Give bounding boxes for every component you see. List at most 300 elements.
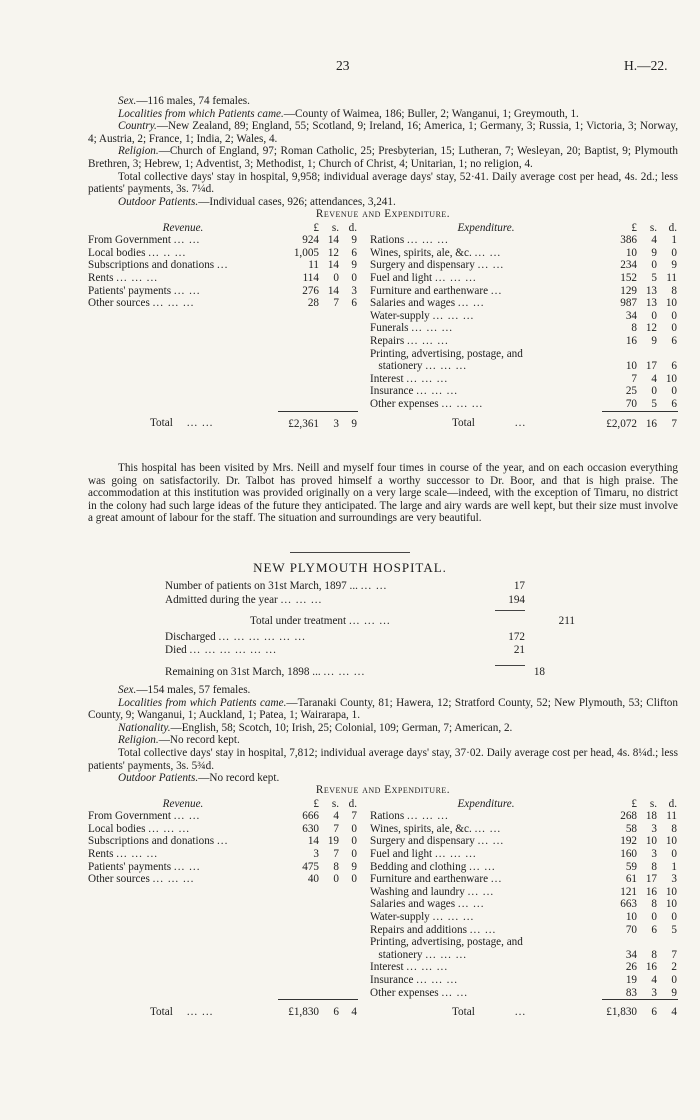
revenue-shillings: 12 — [327, 246, 339, 259]
expenditure-item-name: Fuel and light — [370, 847, 433, 860]
expenditure-shillings: 8 — [651, 860, 657, 873]
expenditure-pounds — [602, 348, 638, 361]
revenue-shillings: 0 — [333, 271, 339, 284]
revenue-total-pounds: £1,830 — [278, 1000, 320, 1019]
spacer — [358, 924, 370, 937]
expenditure-item-name: Insurance — [370, 973, 414, 986]
revenue-pence: 0 — [351, 847, 357, 860]
empty-cell — [340, 886, 358, 899]
detail-label: Religion. — [118, 145, 159, 158]
empty-cell — [88, 936, 278, 949]
section2-patient-stats — [165, 580, 585, 679]
stat-row-died — [165, 644, 585, 658]
expenditure-item-label — [370, 886, 602, 899]
detail-text: —New Zealand, 89; England, 55; Scotland, 9; Ireland, 16; America, 1; Germany, 3; Russia, 1; Victoria, 3; Norway, 4; Austria, 2; France, 1; India, 2; Wales, 4. — [88, 120, 678, 145]
expenditure-pence: 8 — [671, 284, 677, 297]
expenditure-pence: 9 — [671, 986, 677, 999]
revenue-pounds: 475 — [302, 860, 319, 873]
expenditure-shillings: 5 — [651, 271, 657, 284]
expenditure-pounds: 7 — [631, 372, 637, 385]
stat-rule — [495, 610, 525, 611]
empty-cell — [278, 924, 320, 937]
spacer — [358, 898, 370, 911]
table-row — [88, 259, 678, 272]
revenue-total-shillings: 6 — [320, 1000, 340, 1019]
expenditure-pounds: 26 — [625, 961, 637, 974]
leader-dots: ... ... ... — [434, 271, 477, 284]
expenditure-shillings: 4 — [651, 372, 657, 385]
expenditure-pounds — [602, 936, 638, 949]
expenditure-item-name: Wines, spirits, ale, &c. — [370, 822, 472, 835]
total-label: Total — [150, 417, 173, 429]
expenditure-pence: 9 — [671, 259, 677, 272]
stat-value: 211 — [558, 615, 575, 627]
expenditure-pounds: 16 — [625, 334, 637, 347]
leader-dots: ... ... ... — [116, 271, 159, 284]
leader-dots: ... ... ... — [425, 360, 468, 373]
expenditure-pence: 3 — [671, 873, 677, 886]
expenditure-pence: 10 — [665, 885, 677, 898]
table-row — [88, 936, 678, 949]
leader-dots: ... ... ... — [432, 910, 475, 923]
stat-row-admitted — [165, 594, 585, 608]
table-row — [88, 297, 678, 310]
expenditure-item-label — [370, 861, 602, 874]
revenue-shillings: 19 — [327, 835, 339, 848]
empty-cell — [320, 898, 340, 911]
revenue-total-label — [88, 1000, 278, 1019]
spacer — [358, 848, 370, 861]
empty-cell — [278, 398, 320, 411]
leader-dots: ... ... — [186, 417, 214, 429]
stat-row-discharged — [165, 631, 585, 645]
expenditure-shillings — [638, 348, 658, 361]
revenue-item-label — [88, 810, 278, 823]
leader-dots: ... ... ... — [441, 397, 484, 410]
empty-cell — [278, 373, 320, 386]
empty-cell — [340, 348, 358, 361]
expenditure-shillings — [638, 936, 658, 949]
expenditure-total-shillings: 6 — [638, 1000, 658, 1019]
empty-cell — [340, 898, 358, 911]
stat-value: 17 — [513, 580, 525, 592]
revenue-shillings: 14 — [327, 234, 339, 247]
empty-cell — [320, 987, 340, 1000]
spacer — [358, 861, 370, 874]
expenditure-total-label — [370, 1000, 602, 1019]
expenditure-item-name: Other expenses — [370, 397, 439, 410]
expenditure-item-label — [370, 373, 602, 386]
expenditure-shillings: 17 — [645, 873, 657, 886]
revenue-shillings: 7 — [333, 847, 339, 860]
empty-cell — [88, 310, 278, 323]
detail-label: Sex. — [118, 95, 137, 107]
table-row — [88, 861, 678, 874]
expenditure-shillings: 13 — [645, 284, 657, 297]
detail-line — [88, 697, 678, 722]
expenditure-item-name: Printing, advertising, postage, and — [370, 347, 523, 360]
revenue-item-label — [88, 873, 278, 886]
expenditure-shillings: 5 — [651, 397, 657, 410]
revenue-item-label — [88, 272, 278, 285]
spacer — [358, 936, 370, 949]
leader-dots: ... ... ... — [406, 961, 449, 974]
section1-table-title: Revenue and Expenditure. — [315, 208, 451, 220]
expenditure-pounds: 10 — [625, 246, 637, 259]
expenditure-item-name: Salaries and wages — [370, 297, 456, 310]
spacer — [358, 411, 370, 430]
detail-line — [88, 171, 678, 196]
expenditure-item-label — [370, 272, 602, 285]
revenue-pence: 0 — [351, 873, 357, 886]
expenditure-pounds: 58 — [625, 822, 637, 835]
expenditure-pounds: 268 — [620, 810, 637, 823]
empty-cell — [88, 398, 278, 411]
detail-text: —Individual cases, 926; attendances, 3,241. — [198, 195, 396, 208]
expenditure-item-name: Printing, advertising, postage, and — [370, 936, 523, 949]
expenditure-pounds: 192 — [620, 835, 637, 848]
expenditure-pounds: 83 — [625, 986, 637, 999]
detail-line — [88, 734, 678, 747]
empty-cell — [320, 360, 340, 373]
revenue-item-name: Patients' payments — [88, 284, 172, 297]
empty-cell — [88, 924, 278, 937]
leader-dots: ... ... ... — [406, 334, 449, 347]
empty-cell — [320, 974, 340, 987]
expenditure-shillings: 0 — [651, 259, 657, 272]
revenue-heading: Revenue. — [162, 221, 204, 234]
leader-dots: ... ... ... — [416, 385, 459, 398]
empty-cell — [340, 936, 358, 949]
revenue-shillings: 0 — [333, 873, 339, 886]
expenditure-item-label — [370, 974, 602, 987]
total-label: Total — [150, 1005, 173, 1018]
expenditure-pounds: 10 — [625, 910, 637, 923]
table-row — [88, 285, 678, 298]
leader-dots: ... — [490, 873, 503, 886]
spacer — [358, 873, 370, 886]
expenditure-pence: 1 — [671, 234, 677, 247]
expenditure-item-name: Rations — [370, 234, 405, 247]
leader-dots: ... ... — [469, 860, 496, 873]
leader-dots: ... ... — [186, 1005, 214, 1018]
revenue-shillings: 14 — [327, 259, 339, 272]
stat-value: 194 — [508, 593, 525, 606]
leader-dots: ... ... — [474, 246, 502, 259]
spacer — [358, 259, 370, 272]
empty-cell — [320, 936, 340, 949]
expenditure-pounds: 61 — [625, 873, 637, 886]
section2-finance-table — [88, 798, 678, 1019]
leader-dots: ... — [216, 835, 229, 848]
expenditure-pence: 0 — [671, 385, 677, 398]
expenditure-item-label — [370, 398, 602, 411]
revenue-item-label — [88, 234, 278, 247]
expenditure-item-name: Interest — [370, 372, 404, 385]
expenditure-pence: 0 — [671, 246, 677, 259]
currency-shillings-heading: s. — [331, 221, 339, 234]
table-row — [88, 335, 678, 348]
table-row — [88, 987, 678, 1000]
revenue-item-label — [88, 823, 278, 836]
stat-label: Remaining on 31st March, 1898 ... ... ... ... — [165, 665, 366, 678]
expenditure-item-name: Water-supply — [370, 910, 430, 923]
currency-pounds-heading: £ — [631, 797, 637, 810]
empty-cell — [320, 886, 340, 899]
expenditure-item-name: stationery — [370, 360, 423, 373]
expenditure-pence: 0 — [671, 910, 677, 923]
expenditure-shillings: 12 — [645, 322, 657, 335]
expenditure-pence: 6 — [671, 397, 677, 410]
empty-cell — [340, 360, 358, 373]
revenue-pence: 9 — [351, 234, 357, 247]
leader-dots: ... ... ... — [116, 847, 159, 860]
revenue-pounds: 114 — [302, 271, 319, 284]
revenue-pence: 0 — [351, 271, 357, 284]
revenue-item-name: Rents — [88, 271, 114, 284]
expenditure-shillings: 18 — [645, 810, 657, 823]
spacer — [358, 949, 370, 962]
expenditure-shillings: 8 — [651, 898, 657, 911]
expenditure-pounds: 121 — [620, 885, 637, 898]
empty-cell — [88, 886, 278, 899]
spacer — [358, 1000, 370, 1019]
empty-cell — [340, 398, 358, 411]
spacer — [358, 297, 370, 310]
expenditure-pounds: 8 — [631, 322, 637, 335]
leader-dots: ... ... ... — [148, 822, 191, 835]
table-row — [88, 835, 678, 848]
revenue-item-name: Local bodies — [88, 822, 146, 835]
expenditure-item-name: stationery — [370, 948, 423, 961]
detail-line — [88, 772, 678, 785]
empty-cell — [320, 335, 340, 348]
spacer — [358, 798, 370, 811]
empty-cell — [88, 322, 278, 335]
leader-dots: ... ... — [457, 898, 485, 911]
expenditure-pounds: 34 — [625, 309, 637, 322]
leader-dots: ... ... ... — [406, 810, 449, 823]
revenue-pounds: 276 — [302, 284, 319, 297]
empty-cell — [320, 949, 340, 962]
expenditure-shillings: 16 — [645, 885, 657, 898]
revenue-item-name: Other sources — [88, 873, 150, 886]
expenditure-pounds: 663 — [620, 898, 637, 911]
expenditure-item-name: Wines, spirits, ale, &c. — [370, 246, 472, 259]
table-row — [88, 823, 678, 836]
table-row — [88, 924, 678, 937]
stat-label: Number of patients on 31st March, 1897 ... ... ... — [165, 580, 388, 592]
section-divider — [290, 552, 410, 553]
empty-cell — [340, 322, 358, 335]
total-label: Total — [452, 417, 475, 429]
table-row — [88, 886, 678, 899]
leader-dots: ... ... — [477, 259, 505, 272]
table-total-row — [88, 411, 678, 430]
leader-dots: ... — [514, 1005, 527, 1018]
currency-shillings-heading: s. — [649, 797, 657, 810]
expenditure-pence: 7 — [671, 948, 677, 961]
empty-cell — [278, 360, 320, 373]
expenditure-pounds: 234 — [620, 259, 637, 272]
expenditure-item-label — [370, 823, 602, 836]
detail-line — [88, 108, 678, 121]
revenue-pence: 6 — [351, 246, 357, 259]
revenue-item-name: Rents — [88, 847, 114, 860]
section1-details — [88, 95, 678, 208]
expenditure-item-label — [370, 335, 602, 348]
empty-cell — [278, 974, 320, 987]
revenue-shillings: 7 — [333, 297, 339, 310]
expenditure-pence: 10 — [665, 372, 677, 385]
revenue-item-name: From Government — [88, 234, 171, 247]
empty-cell — [340, 924, 358, 937]
section1-remarks: This hospital has been visited by Mrs. Neill and myself four times in course of the year, and on each occasion everything was going on satisfactorily. Dr. Talbot has proved himself a worthy successor to Dr. Boor, and that is high praise. The accommodation at this institution was provided originally on a very large scale—indeed, with the exception of Timaru, no district in the colony had such large ideas of the future they anticipated. The large and airy wards are well kept, but their size must involve a great amount of labour for the staff. The situation and surroundings are very beautiful. — [88, 462, 678, 525]
expenditure-shillings: 6 — [651, 923, 657, 936]
leader-dots: ... ... — [469, 923, 497, 936]
expenditure-item-label — [370, 234, 602, 247]
expenditure-shillings: 9 — [651, 334, 657, 347]
expenditure-shillings: 10 — [645, 835, 657, 848]
empty-cell — [88, 348, 278, 361]
expenditure-item-name: Repairs and additions — [370, 923, 467, 936]
detail-line — [88, 722, 678, 735]
revenue-item-name: Local bodies — [88, 246, 146, 259]
detail-label: Localities from which Patients came. — [118, 696, 287, 709]
expenditure-pence — [658, 348, 678, 361]
leader-dots: ... ... ... — [432, 309, 475, 322]
page-number: 23 — [336, 58, 350, 73]
revenue-total-pence: 4 — [340, 1000, 358, 1019]
expenditure-item-name: Water-supply — [370, 309, 430, 322]
expenditure-pence: 5 — [671, 923, 677, 936]
revenue-pence: 0 — [351, 822, 357, 835]
expenditure-item-name: Funerals — [370, 322, 409, 335]
expenditure-item-name: Rations — [370, 810, 405, 823]
leader-dots: ... — [514, 417, 527, 429]
table-total-row — [88, 1000, 678, 1019]
detail-text: Total collective days' stay in hospital, 9,958; individual average days' stay, 52·41. Daily average cost per head, 4s. 2d.; less patients' payments, 3s. 7¼d. — [88, 170, 678, 196]
empty-cell — [278, 987, 320, 1000]
spacer — [358, 886, 370, 899]
table-row — [88, 348, 678, 361]
revenue-pounds: 14 — [307, 835, 319, 848]
detail-text: —No record kept. — [198, 772, 280, 785]
stat-row-total — [165, 615, 585, 629]
leader-dots: ... ... ... — [416, 973, 459, 986]
detail-text: —English, 58; Scotch, 10; Irish, 25; Colonial, 109; German, 7; American, 2. — [170, 721, 513, 734]
expenditure-pounds: 129 — [620, 284, 637, 297]
detail-line — [88, 684, 678, 697]
expenditure-item-name: Interest — [370, 961, 404, 974]
expenditure-pounds: 987 — [620, 297, 637, 310]
expenditure-item-name: Insurance — [370, 385, 414, 398]
stat-label: Total under treatment ... ... ... — [250, 615, 391, 627]
table-row — [88, 974, 678, 987]
revenue-item-label — [88, 285, 278, 298]
revenue-total-shillings: 3 — [320, 411, 340, 430]
table-row — [88, 961, 678, 974]
section1-finance — [88, 208, 678, 430]
spacer — [358, 222, 370, 235]
table-row — [88, 810, 678, 823]
expenditure-total-shillings: 16 — [638, 411, 658, 430]
expenditure-pounds: 59 — [625, 860, 637, 873]
expenditure-item-label — [370, 285, 602, 298]
expenditure-pence: 0 — [671, 973, 677, 986]
expenditure-item-label — [370, 987, 602, 1000]
expenditure-item-name: Washing and laundry — [370, 885, 465, 898]
revenue-pence: 3 — [351, 284, 357, 297]
spacer — [358, 247, 370, 260]
leader-dots: ... ... ... — [425, 948, 468, 961]
revenue-item-name: Subscriptions and donations — [88, 259, 215, 272]
stat-label: Discharged ... ... ... ... ... ... — [165, 630, 306, 643]
expenditure-item-label — [370, 911, 602, 924]
expenditure-item-label — [370, 810, 602, 823]
detail-line — [88, 747, 678, 772]
expenditure-shillings: 0 — [651, 309, 657, 322]
revenue-pounds: 666 — [302, 810, 319, 823]
leader-dots: ... ... — [173, 860, 201, 873]
leader-dots: ... — [216, 259, 229, 272]
expenditure-pence: 1 — [671, 860, 677, 873]
expenditure-pence: 10 — [665, 898, 677, 911]
table-row — [88, 373, 678, 386]
expenditure-pence: 11 — [666, 271, 677, 284]
revenue-total-pence: 9 — [340, 411, 358, 430]
empty-cell — [320, 322, 340, 335]
revenue-pence: 9 — [351, 259, 357, 272]
leader-dots: ... ... — [467, 885, 495, 898]
spacer — [358, 987, 370, 1000]
revenue-item-label — [88, 848, 278, 861]
empty-cell — [88, 335, 278, 348]
currency-pence-heading: d. — [668, 797, 677, 810]
stat-row-start — [165, 580, 585, 594]
expenditure-pence: 8 — [671, 822, 677, 835]
empty-cell — [340, 961, 358, 974]
revenue-pence: 7 — [351, 810, 357, 823]
expenditure-item-name: Surgery and dispensary — [370, 259, 475, 272]
expenditure-item-label — [370, 949, 602, 962]
empty-cell — [88, 911, 278, 924]
table-header-row — [88, 798, 678, 811]
revenue-item-label — [88, 835, 278, 848]
table-row — [88, 898, 678, 911]
empty-cell — [278, 911, 320, 924]
expenditure-pence: 10 — [665, 835, 677, 848]
empty-cell — [340, 987, 358, 1000]
spacer — [358, 974, 370, 987]
detail-line — [88, 120, 678, 145]
spacer — [358, 911, 370, 924]
detail-text: —No record kept. — [158, 734, 240, 747]
expenditure-shillings: 4 — [651, 973, 657, 986]
expenditure-pounds: 160 — [620, 847, 637, 860]
section1-remarks-block — [88, 462, 678, 525]
empty-cell — [278, 385, 320, 398]
detail-line — [88, 95, 678, 108]
empty-cell — [88, 961, 278, 974]
document-reference: H.—22. — [624, 58, 668, 73]
spacer — [358, 810, 370, 823]
spacer — [358, 285, 370, 298]
table-row — [88, 873, 678, 886]
empty-cell — [278, 348, 320, 361]
detail-text: —116 males, 74 females. — [136, 95, 250, 107]
spacer — [358, 961, 370, 974]
